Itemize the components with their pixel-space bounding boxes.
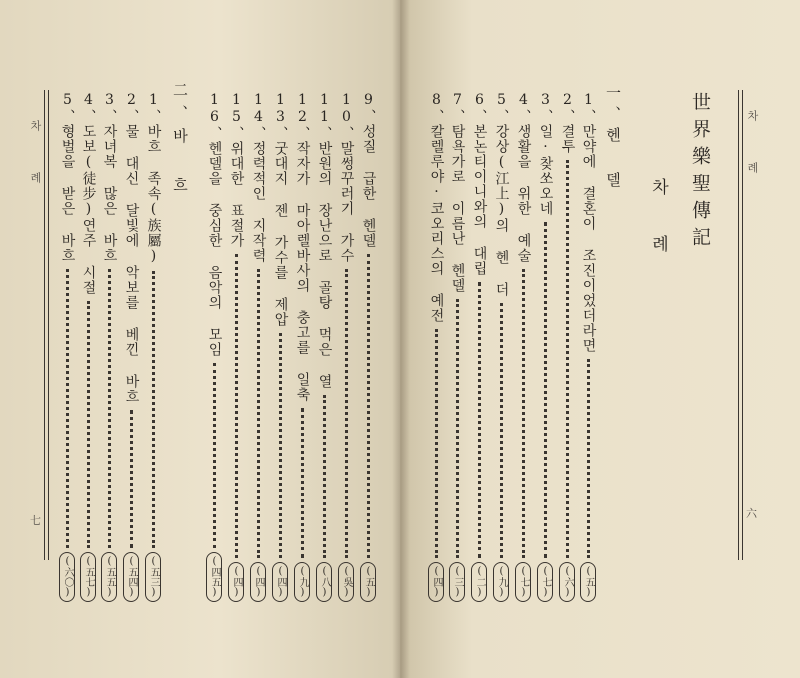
page-number: (五七) [80,552,96,602]
running-head-left: 차 례 [29,120,42,197]
toc-entry-title: 12、작자가 마아렐바사의 충고를 일축 [294,92,311,402]
toc-entry [469,92,489,602]
page-number: (五五) [101,552,117,602]
toc-entry [226,92,246,602]
toc-entry-title: 8、칼렐루야·코오리스의 예전 [428,92,445,323]
page-number: (八) [316,562,332,602]
toc-entry-title: 7、탐욕가로 이름난 헨델 [449,92,466,293]
page-number: (四) [272,562,288,602]
page-number: (五) [360,562,376,602]
toc-entry [578,92,598,602]
toc-entry-title: 10、말썽꾸러기 가수 [338,92,355,263]
toc-entry-title: 16、헨델을 중심한 음악의 모임 [206,92,223,357]
page-number: (七) [515,562,531,602]
toc-entry [204,92,224,602]
toc-entry [248,92,268,602]
toc-entry [314,92,334,602]
toc-entry-title: 15、위대한 표절가 [228,92,245,248]
toc-entry [491,92,511,602]
page-number: (五) [580,562,596,602]
toc-entry [99,92,119,602]
toc-entry [121,92,141,602]
leader-dots [66,269,69,548]
vertical-rule [48,90,49,560]
toc-entry-title: 1、만약에 결혼이 조진이었더라면 [580,92,597,353]
toc-entry-title: 14、정력적인 지작력 [250,92,267,263]
leader-dots [478,282,481,558]
page-number: (四) [250,562,266,602]
toc-entry [336,92,356,602]
page-number: (四) [428,562,444,602]
toc-entry-title: 2、결투 [559,92,576,154]
page-number: (四五) [206,552,222,602]
toc-entry-title: 5、형벌을 받은 바흐 [59,92,76,263]
toc-entry-title: 3、자녀복 많은 바흐 [101,92,118,263]
page-number: (三) [449,562,465,602]
leader-dots [152,271,155,548]
toc-entry-title: 5、강상(江上)의 헨 더 [493,92,510,297]
page-number: (四) [228,562,244,602]
book-gutter [392,0,410,678]
running-head-right: 차 례 [746,110,759,187]
leader-dots [587,359,590,558]
book-title: 世界樂聖傳記 [689,92,711,254]
toc-entry-title: 3、일·찾쏘오네 [537,92,554,216]
toc-entry-title: 4、생활을 위한 예술 [515,92,532,263]
toc-entry [513,92,533,602]
leader-dots [345,269,348,558]
toc-heading: 차 례 [648,178,668,262]
section-handel: 一、헨 델 [604,85,622,193]
toc-entry-title: 6、본논티이니와의 대립 [471,92,488,276]
leader-dots [279,333,282,558]
folio-right: 六 [746,507,757,520]
toc-entry-title: 9、성질 급한 헨델 [360,92,377,248]
page-number: (吳) [338,562,354,602]
toc-entry-title: 11、반원의 장난으로 골탕 먹은 열 [316,92,333,389]
page-number: (六〇) [59,552,75,602]
leader-dots [367,254,370,558]
toc-entry [57,92,77,602]
toc-entry [557,92,577,602]
toc-entry-title: 2、물 대신 달빛에 악보를 베낀 바흐 [123,92,140,404]
vertical-rule [738,90,739,560]
leader-dots [544,222,547,558]
toc-entry [358,92,378,602]
page-number: (五四) [123,552,139,602]
leader-dots [213,363,216,548]
page-number: (九) [294,562,310,602]
toc-entry [143,92,163,602]
leader-dots [566,160,569,558]
leader-dots [522,269,525,558]
leader-dots [130,410,133,548]
vertical-rule [44,90,45,560]
page-number: (五三) [145,552,161,602]
leader-dots [301,408,304,558]
page-number: (二) [471,562,487,602]
page-number: (七) [537,562,553,602]
toc-entry-title: 4、도보(徒步)연주 시절 [80,92,97,295]
section-bach: 二、바 흐 [171,82,189,200]
leader-dots [456,299,459,558]
toc-entry-title: 1、바흐 족속(族屬) [145,92,162,265]
leader-dots [435,329,438,558]
toc-entry [535,92,555,602]
toc-entry [292,92,312,602]
toc-entry [426,92,446,602]
leader-dots [323,395,326,558]
toc-entry-title: 13、굿대지 젠 가수를 제압 [272,92,289,327]
leader-dots [87,301,90,548]
leader-dots [235,254,238,558]
folio-left: 七 [30,514,41,527]
page-number: (九) [493,562,509,602]
vertical-rule [742,90,743,560]
leader-dots [257,269,260,558]
page-number: (六) [559,562,575,602]
leader-dots [500,303,503,558]
toc-entry [78,92,98,602]
toc-entry [447,92,467,602]
toc-entry [270,92,290,602]
leader-dots [108,269,111,548]
